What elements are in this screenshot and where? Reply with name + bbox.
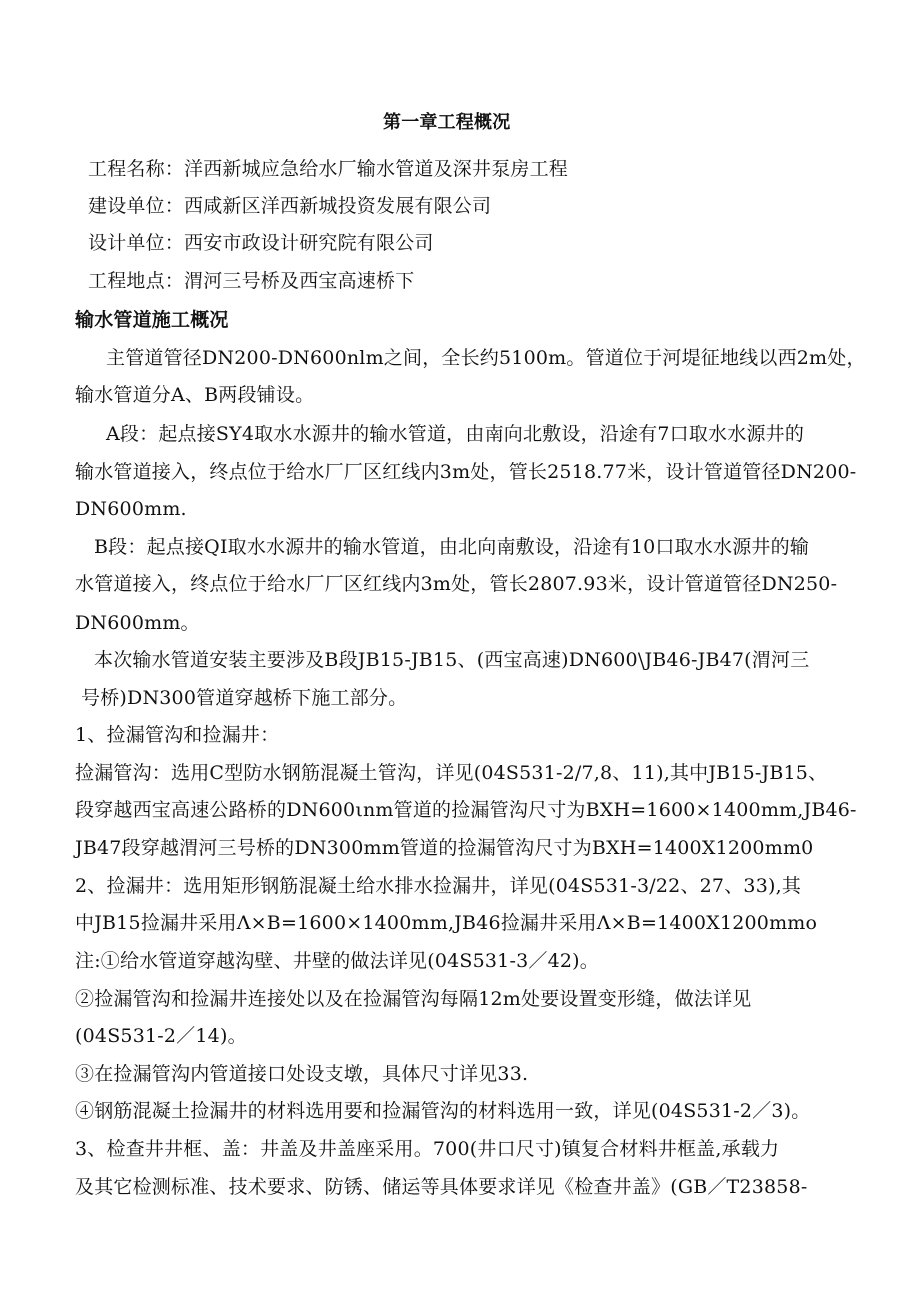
body-line: ③在捡漏管沟内管道接口处设支墩，具体尺寸详见33. <box>75 1063 529 1085</box>
info-location: 工程地点：渭河三号桥及西宝高速桥下 <box>88 270 415 292</box>
body-line: A段：起点接SY4取水水源井的输水管道，由南向北敷设，沿途有7口取水水源井的 <box>106 423 805 445</box>
body-line: B段：起点接QI取水水源井的输水管道，由北向南敷设，沿途有10口取水水源井的输 <box>94 536 810 558</box>
body-line: DN600mm. <box>75 498 187 520</box>
body-line: 段穿越西宝高速公路桥的DN600ιnm管道的捡漏管沟尺寸为BXH=1600×1400mm,JB46- <box>75 799 857 821</box>
body-line: 号桥)DN300管道穿越桥下施工部分。 <box>81 687 408 709</box>
info-designer: 设计单位：西安市政设计研究院有限公司 <box>88 232 434 254</box>
body-line: DN600mm。 <box>75 612 200 634</box>
body-line: 本次输水管道安装主要涉及B段JB15-JB15、(西宝高速)DN600\JB46-JB47(渭河三 <box>94 649 810 671</box>
body-line: ②捡漏管沟和捡漏井连接处以及在捡漏管沟每隔12m处要设置变形缝，做法详见 <box>75 988 752 1010</box>
body-line: 水管道接入，终点位于给水厂厂区红线内3m处，管长2807.93米，设计管道管径DN250- <box>75 573 838 595</box>
info-builder: 建设单位：西咸新区洋西新城投资发展有限公司 <box>88 195 492 217</box>
body-line: 1、捡漏管沟和捡漏井： <box>75 724 280 746</box>
body-line: 中JB15捡漏井采用Λ×B=1600×1400mm,JB46捡漏井采用Λ×B=1400X1200mmo <box>75 912 818 934</box>
body-line: 2、捡漏井：选用矩形钢筋混凝土给水排水捡漏井，详见(04S531-3/22、27、33),其 <box>75 875 802 897</box>
body-line: ④钢筋混凝土捡漏井的材料选用要和捡漏管沟的材料选用一致，详见(04S531-2／3)。 <box>75 1100 811 1122</box>
page-title: 第一章工程概况 <box>383 112 511 133</box>
body-line: JB47段穿越渭河三号桥的DN300mm管道的捡漏管沟尺寸为BXH=1400X1200mm0 <box>75 837 814 859</box>
body-line: 主管道管径DN200-DN600nlm之间，全长约5100m。管道位于河堤征地线以西2m处， <box>106 347 866 369</box>
body-line: (04S531-2／14)。 <box>75 1025 247 1047</box>
section-heading: 输水管道施工概况 <box>75 309 229 331</box>
body-line: 及其它检测标准、技术要求、防锈、储运等具体要求详见《检查井盖》(GB／T23858- <box>75 1176 808 1198</box>
info-project-name: 工程名称：洋西新城应急给水厂输水管道及深井泵房工程 <box>88 158 569 180</box>
body-line: 输水管道分A、B两段铺设。 <box>75 384 315 406</box>
body-line: 3、检查井井框、盖：井盖及井盖座采用。700(井口尺寸)镇复合材料井框盖,承载力 <box>75 1138 780 1160</box>
body-line: 捡漏管沟：选用C型防水钢筋混凝土管沟，详见(04S531-2/7,8、11),其中JB15-JB15、 <box>75 762 828 784</box>
body-line: 输水管道接入，终点位于给水厂厂区红线内3m处，管长2518.77米，设计管道管径DN200- <box>75 461 857 483</box>
body-line: 注:①给水管道穿越沟壁、井壁的做法详见(04S531-3／42)。 <box>75 950 599 972</box>
